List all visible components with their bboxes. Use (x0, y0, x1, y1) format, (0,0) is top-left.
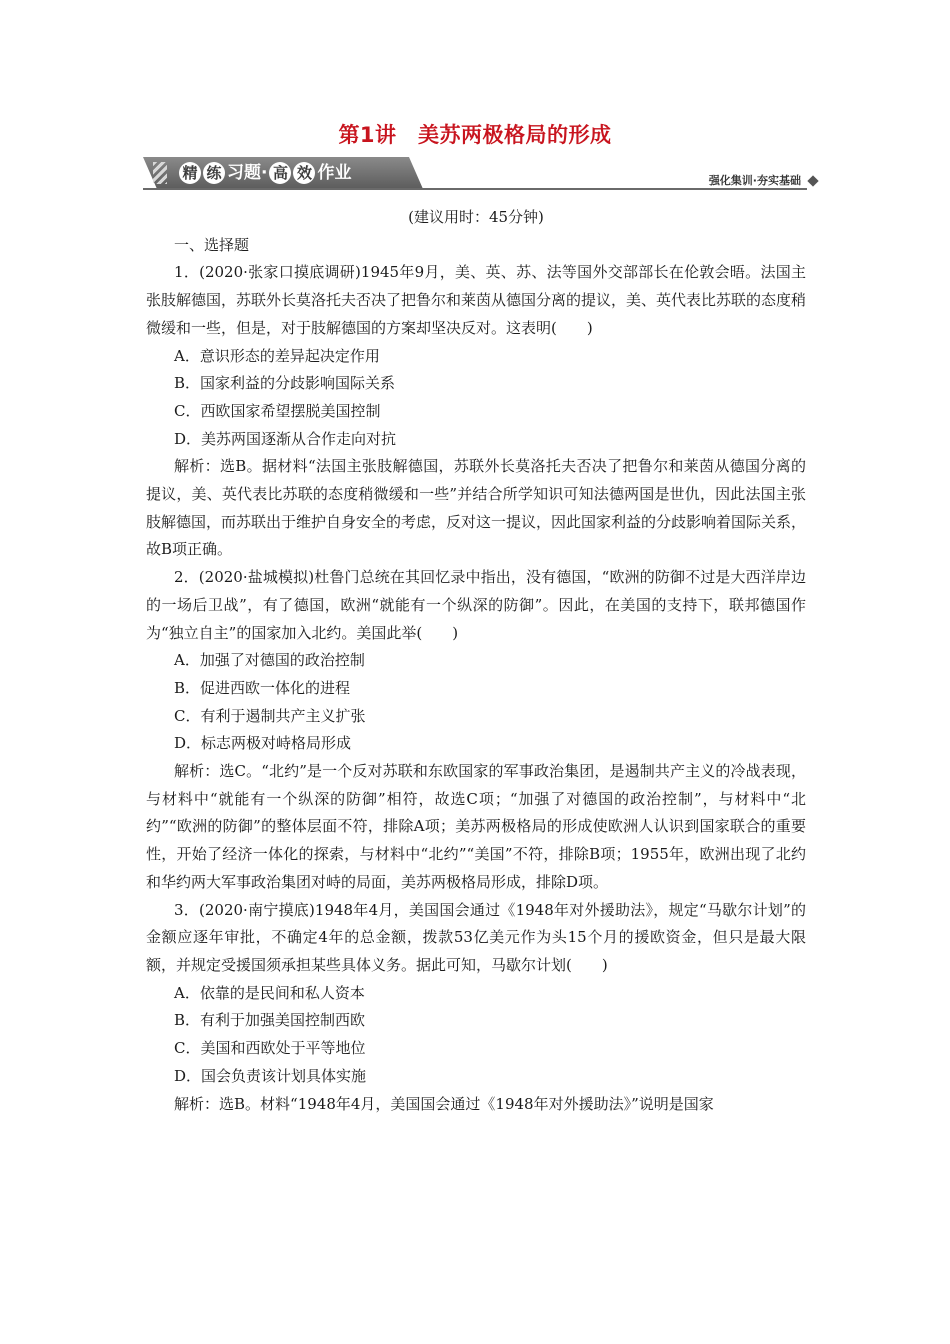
analysis: 解析：选B。材料“1948年4月，美国国会通过《1948年对外援助法》”说明是国家 (174, 1094, 714, 1113)
banner-text-1: 习题· (227, 163, 268, 183)
section-banner (143, 157, 821, 193)
page-title: 第1讲 美苏两极格局的形成 (338, 123, 612, 147)
option-d: D．国会负责该计划具体实施 (174, 1066, 367, 1085)
option-b: B．促进西欧一体化的进程 (174, 678, 351, 697)
banner-text-2: 作业 (317, 163, 352, 183)
question-stem: 3．(2020·南宁摸底)1948年4月，美国国会通过《1948年对外援助法》，规定“马歇尔计划”的金额应逐年审批，不确定4年的总金额，拨款53亿美元作为头15个月的援欧资金，但只是最大限额，并规定受援国须承担某些具体义务。据此可知，马歇尔计划( ) (146, 900, 806, 974)
banner-subtitle: 强化集训·夯实基础 (708, 174, 801, 187)
question-stem: 2．(2020·盐城模拟)杜鲁门总统在其回忆录中指出，没有德国，“欧洲的防御不过是大西洋岸边的一场后卫战”，有了德国，欧洲“就能有一个纵深的防御”。因此，在美国的支持下，联邦德国作为“独立自主”的国家加入北约。美国此举( ) (146, 568, 806, 642)
option-a: A．意识形态的差异起决定作用 (174, 346, 380, 365)
question-3 (146, 897, 806, 1119)
analysis: 解析：选B。据材料“法国主张肢解德国，苏联外长莫洛托夫否决了把鲁尔和莱茵从德国分离的提议，美、英代表比苏联的态度稍微缓和一些”并结合所学知识可知法德两国是世仇，因此法国主张肢解德国，而苏联出于维护自身安全的考虑，反对这一提议，因此国家利益的分歧影响着国际关系，故B项正确。 (146, 457, 807, 559)
section-heading: 一、选择题 (174, 235, 250, 254)
document-body (146, 204, 806, 1118)
banner-text (179, 162, 351, 184)
banner-chip-1: 精 (179, 162, 201, 184)
option-c: C．西欧国家希望摆脱美国控制 (174, 401, 381, 420)
time-hint: (建议用时：45分钟) (408, 208, 544, 226)
question-2 (146, 564, 806, 896)
analysis: 解析：选C。“北约”是一个反对苏联和东欧国家的军事政治集团，是遏制共产主义的冷战表现，与材料中“就能有一个纵深的防御”相符，故选C项；“加强了对德国的政治控制”，与材料中“北约”“欧洲的防御”的整体层面不符，排除A项；美苏两极格局的形成使欧洲人认识到国家联合的重要性，开始了经济一体化的探索，与材料中“北约”“美国”不符，排除B项；1955年，欧洲出现了北约和华约两大军事政治集团对峙的局面，美苏两极格局形成，排除D项。 (146, 762, 806, 891)
option-b: B．国家利益的分歧影响国际关系 (174, 374, 396, 393)
option-c: C．美国和西欧处于平等地位 (174, 1039, 366, 1058)
option-a: A．加强了对德国的政治控制 (174, 651, 365, 670)
banner-chip-2: 练 (203, 162, 225, 184)
banner-underline (143, 188, 807, 190)
option-a: A．依靠的是民间和私人资本 (174, 983, 365, 1002)
question-stem: 1．(2020·张家口摸底调研)1945年9月，美、英、苏、法等国外交部部长在伦敦会晤。法国主张肢解德国，苏联外长莫洛托夫否决了把鲁尔和莱茵从德国分离的提议，美、英代表比苏联的态度稍微缓和一些，但是，对于肢解德国的方案却坚决反对。这表明( ) (146, 263, 807, 337)
diamond-icon (807, 175, 818, 186)
banner-stripe-decoration (153, 162, 167, 184)
banner-chip-3: 高 (269, 162, 291, 184)
question-1 (146, 259, 806, 564)
option-c: C．有利于遏制共产主义扩张 (174, 706, 366, 725)
option-d: D．标志两极对峙格局形成 (174, 734, 352, 753)
option-b: B．有利于加强美国控制西欧 (174, 1011, 366, 1030)
banner-chip-4: 效 (293, 162, 315, 184)
option-d: D．美苏两国逐渐从合作走向对抗 (174, 429, 397, 448)
